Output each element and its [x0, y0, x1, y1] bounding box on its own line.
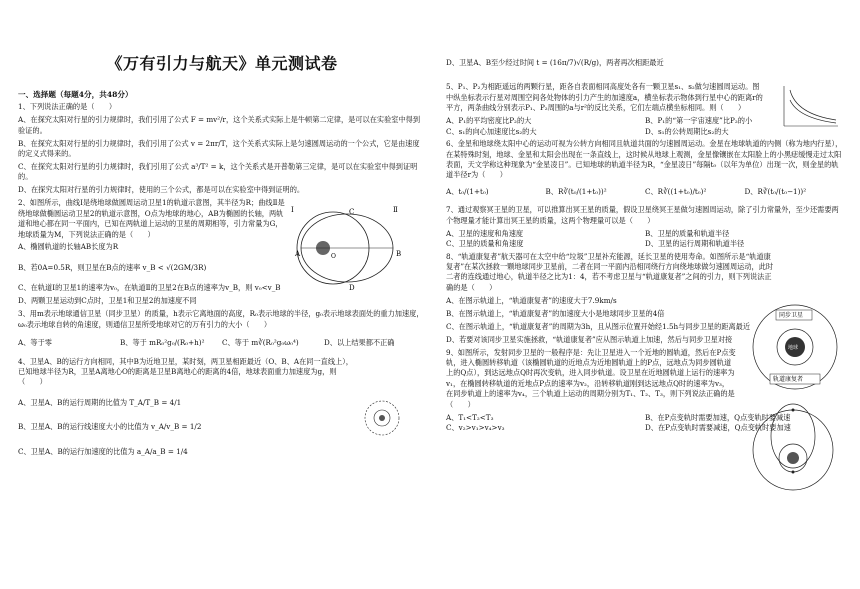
q7-options-row2 — [446, 239, 844, 249]
question-9: 9、如图所示，发射同步卫星的一般程序是：先让卫星进入一个近地的圆轨道，然后在P点变轨，进入椭圆转移轨道（该椭圆轨道的近地点为近地圆轨道上的P点，远地点为同步圆轨道上的Q点），到达远地点Q时再次变轨，进入同步轨道。设卫星在近地圆轨道上运行的速率为v₁，在椭圆转移轨道的近地点P点的速率为v₂，沿转移轨道刚到达远地点Q时的速率为v₃，在同步轨道上的速率为v₄，三个轨道上运动的周期分别为T₁、T₂、T₃，则下列说法正确的是（ ） — [446, 347, 736, 409]
rescue-label: 轨道康复者 — [773, 376, 804, 383]
q8-option-b: B、在图示轨道上，“轨道康复者”的加速度大小是地球同步卫星的4倍 — [446, 308, 665, 318]
q4-option-a: A、卫星A、B的运行周期的比值为 T_A/T_B = 4/1 — [18, 397, 182, 407]
label-C: C — [349, 208, 355, 216]
q6-option-c: C、R∛((1+t₀)/t₀)² — [645, 186, 707, 196]
q4-option-c: C、卫星A、B的运行加速度的比值为 a_A/a_B = 1/4 — [18, 446, 188, 456]
q4-option-d: D、卫星A、B至少经过时间 t = (16π/7)√(R/g)，两者再次相距最近 — [446, 58, 664, 67]
q3-option-a: A、等于零 — [18, 338, 52, 348]
q1-option-b: B、在探究太阳对行星的引力规律时，我们引用了公式 v = 2πr/T，这个关系式实际上是匀速圆周运动的一个公式，它是由速度的定义式得来的。 — [18, 138, 420, 158]
q6-option-d: D、R∛(t₀/(t₀−1))² — [744, 186, 807, 196]
label-D: D — [349, 284, 355, 292]
label-I: Ⅰ — [291, 206, 294, 214]
q2-option-d: D、两颗卫星运动到C点时，卫星1和卫星2的加速度不同 — [18, 296, 197, 306]
q6-option-a: A、t₀/(1+t₀) — [446, 186, 489, 196]
q7-option-c: C、卫星的质量和角速度 — [446, 239, 524, 249]
page-title: 《万有引力与航天》单元测试卷 — [106, 54, 338, 73]
point-q — [792, 409, 795, 412]
q8-option-c: C、在图示轨道上，“轨道康复者”的周期为3h，且从图示位置开始经1.5h与同步卫星的距离最近 — [446, 321, 751, 331]
q3-option-d: D、以上结果都不正确 — [324, 338, 395, 348]
earth-icon — [787, 452, 799, 464]
q2-option-b: B、若0A=0.5R，则卫星在B点的速率 v_B < √(2GM/3R) — [18, 262, 207, 272]
label-II: Ⅱ — [393, 206, 398, 214]
q8-option-a: A、在图示轨道上，“轨道康复者”的速度大于7.9km/s — [446, 295, 617, 305]
label-B: B — [396, 250, 402, 258]
question-4: 4、卫星A、B的运行方向相同，其中B为近地卫星，某时刻，两卫星相距最近（O、B、A在同一直线上），已知地球半径为R，卫星A离地心O的距离是卫星B离地心的距离的4倍，地球表面重力加速度为g，则（ ） — [18, 356, 353, 387]
q6-options — [446, 187, 844, 197]
q4-option-b: B、卫星A、B的运行线速度大小的比值为 v_A/v_B = 1/2 — [18, 422, 202, 432]
question-8: 8、“轨道康复者”航天器可在太空中给“垃圾”卫星补充能源，延长卫星的使用寿命。如图所示是“轨道康复者”在某次拯救一颗地球同步卫星前，二者在同一平面内沿相同绕行方向绕地球做匀速圆周运动，此时二者的连线通过地心，轨道半径之比为1：4，若不考虑卫星与“轨道康复者”之间的引力，则下列说法正确的是（ ） — [446, 251, 774, 292]
earth-icon — [379, 415, 385, 421]
label-O: O — [331, 253, 336, 260]
q9-option-d: D、在P点变轨时需要减速，Q点变轨时要加速 — [645, 423, 791, 433]
q2-option-c: C、在轨道Ⅰ的卫星1的速率为v₀，在轨道Ⅱ的卫星2在B点的速率为v_B，则 v₀<v_B — [18, 283, 281, 293]
q2-option-a: A、椭圆轨道的长轴AB长度为R — [18, 242, 119, 252]
q8-option-d: D、若要对该同步卫星实施拯救，“轨道康复者”应从图示轨道上加速，然后与同步卫星对接 — [446, 334, 733, 344]
sync-satellite-label: 同步卫星 — [779, 312, 804, 319]
question-6: 6、金星和地球绕太阳中心的运动可视为公转方向相同且轨道共面的匀速圆周运动。金星在地球轨道的内侧（称为地内行星），在某特殊时刻，地球、金星和太阳会出现在一条直线上，这时候从地球上观测，金星像镶嵌在太阳脸上的小黑痣缓慢走过太阳表面，天文学称这种现象为“金星凌日”。已知地球的轨道半径为R，“金星凌日”每隔t₀（以年为单位）出现一次，则金星的轨道半径r为（ ） — [446, 139, 843, 180]
q7-options-row1 — [446, 229, 844, 239]
q3-option-b: B、等于 mR₀²g₀/(R₀+h)² — [120, 338, 205, 348]
q9-option-b: B、在P点变轨时需要加速，Q点变轨时要减速 — [645, 412, 791, 422]
orbit-figure-q4 — [362, 398, 402, 438]
section-heading: 一、选择题（每题4分，共48分） — [18, 90, 133, 100]
q5-option-d: D、s₁的公转周期比s₂的大 — [645, 126, 729, 136]
q6-option-b: B、R∛(t₀/(1+t₀))² — [545, 186, 607, 196]
q1-option-a: A、在探究太阳对行星的引力规律时，我们引用了公式 F = mv²/r，这个关系式实际上是牛顿第二定律，是可以在实验室中得到验证的。 — [18, 115, 421, 135]
point-p — [792, 471, 795, 474]
question-7: 7、通过观察冥王星的卫星，可以推算出冥王星的质量，假设卫星绕冥王星做匀速圆周运动，除了引力常量外，至少还需要两个物理量才能计算出冥王星的质量，这两个物理量可以是（ ） — [446, 205, 839, 225]
question-2: 2、如图所示，曲线Ⅰ是绕地球做圆周运动卫星1的轨道示意图，其半径为R；曲线Ⅱ是绕地球做椭圆运动卫星2的轨道示意图，O点为地球的地心，AB为椭圆的长轴，两轨道和地心都在同一平面内，已知在两轨道上运动的卫星的周期相等，引力常量为G，地球质量为M，下列说法正确的是（ ） — [18, 198, 285, 239]
label-A: A — [295, 250, 301, 258]
orbit-figure-q9 — [748, 400, 838, 498]
orbit-figure-q2 — [285, 200, 405, 295]
question-3: 3、用m表示地球通信卫星（同步卫星）的质量，h表示它离地面的高度，R₀表示地球的半径，g₀表示地球表面处的重力加速度，ω₀表示地球自转的角速度，则通信卫星所受地球对它的万有引力的大小（ ） — [18, 309, 424, 329]
question-1: 1、下列说法正确的是（ ） — [18, 102, 117, 112]
q7-option-b: B、卫星的质量和轨道半径 — [645, 228, 730, 238]
q5-option-a: A、P₁的平均密度比P₂的大 — [446, 116, 532, 126]
earth-label: 地球 — [788, 345, 799, 351]
q7-option-d: D、卫星的运行周期和轨道半径 — [645, 239, 745, 249]
sync-orbit — [753, 410, 833, 490]
q3-options — [18, 338, 426, 348]
curve-figure-q5 — [778, 84, 840, 130]
q1-option-c: C、在探究太阳对行星的引力规律时，我们引用了公式 a³/T² = k，这个关系式是开普勒第三定律，是可以在实验室中得到证明的。 — [18, 161, 418, 182]
q9-option-a: A、T₁<T₂<T₃ — [446, 412, 494, 422]
question-5: 5、P₁、P₂为相距遥远的两颗行星，距各自表面相同高度处各有一颗卫星s₁、s₂做匀速圆周运动。图中纵坐标表示行星对周围空间各处物体的引力产生的加速度a，横坐标表示物体到行星中心的距离r的平方，两条曲线分别表示P₁、P₂周围的a与r²的反比关系，它们左端点横坐标相同。则（ ） — [446, 82, 763, 113]
q7-option-a: A、卫星的速度和角速度 — [446, 228, 524, 238]
q5-option-c: C、s₁的向心加速度比s₂的大 — [446, 126, 537, 136]
q1-option-d: D、在探究太阳对行星的引力规律时，使用的三个公式，都是可以在实验室中得到证明的。 — [18, 185, 305, 195]
orbit-figure-q8 — [748, 300, 842, 394]
q3-option-c: C、等于 m∛(R₀²g₀ω₀⁴) — [222, 338, 299, 348]
q9-option-c: C、v₂>v₁>v₄>v₃ — [446, 423, 505, 433]
curve-p1 — [790, 90, 836, 120]
q5-option-b: B、P₁的“第一宇宙速度”比P₂的小 — [645, 116, 753, 126]
